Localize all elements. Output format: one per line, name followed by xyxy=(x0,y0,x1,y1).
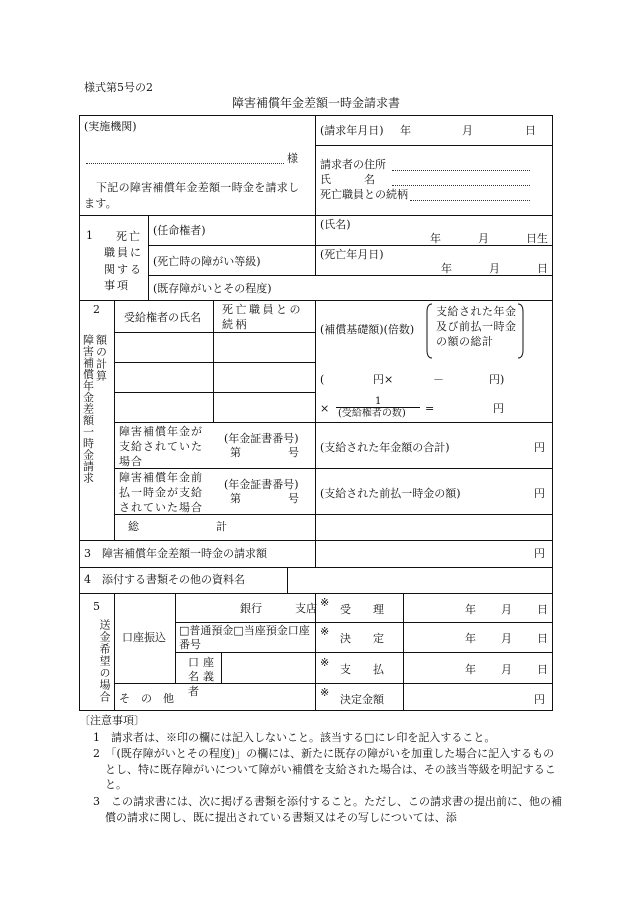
existing-disability-label: (既存障がいとその程度) xyxy=(153,282,272,295)
decided-amount-mark: ※ xyxy=(320,686,330,699)
request-date-year: 年 xyxy=(400,124,411,137)
deceased-name-label: (氏名) xyxy=(320,218,351,231)
sec2-label-divider xyxy=(114,300,115,540)
header-divider xyxy=(315,115,316,215)
relation-label: 死亡職員との続柄 xyxy=(320,188,408,201)
name-field[interactable] xyxy=(392,185,530,186)
sec2-main-label: 障害補償年金差額一時金請求 xyxy=(81,334,95,484)
advance-total-yen: 円 xyxy=(534,487,545,500)
advance-case-label: 障害補償年金前払一時金が支給されていた場合 xyxy=(119,471,203,514)
table-border-left xyxy=(79,115,80,711)
receive-label: 受 理 xyxy=(340,603,384,616)
calc-equals: = xyxy=(425,402,435,415)
appointer-label: (任命権者) xyxy=(153,224,206,237)
sama-label: 様 xyxy=(287,152,298,165)
calc-yen-close xyxy=(489,373,504,387)
pension-dai: 第 xyxy=(230,446,241,459)
account-holder-label: 口座名義者 xyxy=(188,656,218,698)
sec1-label-divider xyxy=(148,215,149,300)
pay-month: 月 xyxy=(501,663,512,676)
receive-year: 年 xyxy=(465,603,476,616)
birth-year: 年 xyxy=(430,232,441,245)
sec4-label: 4 添付する書類その他の資料名 xyxy=(84,573,245,586)
fraction-denominator: (受給権者の数) xyxy=(338,408,406,419)
sec5-label: 送金希望の場合 xyxy=(98,619,111,703)
disability-grade-label: (死亡時の障がい等級) xyxy=(153,255,261,268)
sec3-divider xyxy=(315,540,316,567)
pension-case-label: 障害補償年金が支給されていた場合 xyxy=(119,425,203,468)
calc-open-paren: ( xyxy=(320,373,325,386)
table-border-top xyxy=(79,115,553,116)
sec2-name-divider xyxy=(213,300,214,422)
calc-yen: 円 xyxy=(489,373,500,386)
sec1-bottom-line xyxy=(79,300,553,301)
request-text: 下記の障害補償年金差額一時金を請求します。 xyxy=(84,181,300,210)
advance-cert-no: (年金証書番号) xyxy=(224,478,299,491)
sec5-holder-divider xyxy=(221,652,222,683)
relation-header: 死亡職員との続柄 xyxy=(222,303,303,332)
name-label: 氏 名 xyxy=(320,173,375,186)
agency-underline[interactable] xyxy=(86,163,284,164)
request-date-day: 日 xyxy=(525,124,536,137)
address-label: 請求者の住所 xyxy=(320,158,386,171)
pay-mark: ※ xyxy=(320,656,330,669)
date-row-line xyxy=(315,145,552,146)
sec2-calc-label: 額の計算 xyxy=(94,334,108,382)
sec5-row1-line xyxy=(175,622,552,623)
pension-total-yen: 円 xyxy=(534,441,545,454)
decided-amount-label: 決定金額 xyxy=(340,693,384,706)
form-number: 様式第5号の2 xyxy=(84,81,153,94)
advance-go: 号 xyxy=(288,492,299,505)
calc-minus: － xyxy=(433,373,444,386)
bank-transfer-label: 口座振込 xyxy=(122,631,166,644)
receive-mark: ※ xyxy=(320,596,330,609)
birth-month: 月 xyxy=(478,232,489,245)
table-border-bottom xyxy=(79,710,553,711)
sec2-claimants-bottom xyxy=(114,422,552,423)
decide-label: 決 定 xyxy=(340,632,384,645)
header-bottom-line xyxy=(79,215,553,216)
calc-result-yen: 円 xyxy=(493,402,504,415)
sec4-divider xyxy=(287,567,288,593)
calc-times: × xyxy=(320,402,330,415)
pension-total-label: (支給された年金額の合計) xyxy=(320,441,450,454)
decided-amount-yen: 円 xyxy=(534,693,545,706)
death-date-label: (死亡年月日) xyxy=(320,248,384,261)
form-title: 障害補償年金差額一時金請求書 xyxy=(232,96,401,110)
request-date-label: (請求年月日) xyxy=(320,124,384,137)
sec4-bottom-line xyxy=(79,593,553,594)
sec3-bottom-line xyxy=(79,567,553,568)
other-label: そ の 他 xyxy=(119,692,174,705)
table-border-right xyxy=(552,115,553,711)
decide-year: 年 xyxy=(465,632,476,645)
receive-day: 日 xyxy=(537,603,548,616)
address-field[interactable] xyxy=(392,170,530,171)
sec3-label: 3 障害補償年金差額一時金の請求額 xyxy=(84,547,267,560)
decide-month: 月 xyxy=(501,632,512,645)
birth-day: 日生 xyxy=(526,232,548,245)
pay-day: 日 xyxy=(537,663,548,676)
sec1-label: 死亡職員に関する事項 xyxy=(104,230,143,292)
sec2-rel-divider xyxy=(315,300,316,540)
death-month: 月 xyxy=(489,262,500,275)
sec5-label-divider xyxy=(114,593,115,710)
sec1-number: 1 xyxy=(86,229,93,242)
account-type-label[interactable]: □普通預金□当座預金口座番号 xyxy=(179,624,310,652)
sec2-row2-line xyxy=(114,392,315,393)
note-item-2: 2 「(既存障がいとその程度)」の欄には、新たに既存の障がいを加重した場合に記入するものとし、特に既存障がいについて障がい補償を支給された場合は、その該当等級を明記すること。 xyxy=(93,747,556,792)
sec5-number: 5 xyxy=(93,600,100,613)
sec5-row3-line xyxy=(114,683,552,684)
pay-year: 年 xyxy=(465,663,476,676)
death-day: 日 xyxy=(537,262,548,275)
base-formula: (補償基礎額)(倍数) xyxy=(320,323,415,336)
pension-go: 号 xyxy=(288,446,299,459)
calc-close-paren: ) xyxy=(500,373,505,386)
calc-yen-times: 円× xyxy=(373,373,394,386)
decide-mark: ※ xyxy=(320,625,330,638)
sec2-number: 2 xyxy=(93,303,100,316)
sec5-bank-divider xyxy=(175,593,176,683)
note-item-3: 3 この請求書には、次に掲げる書類を添付すること。ただし、この請求書の提出前に、他の補償の請求に関し、既に提出されている書類又はその写しについては、添 xyxy=(93,795,562,824)
sec1-row1-line xyxy=(148,245,552,246)
sec2-row1-line xyxy=(114,362,315,363)
death-year: 年 xyxy=(441,262,452,275)
advance-dai: 第 xyxy=(230,492,241,505)
sec2-bottom-line xyxy=(79,540,553,541)
agency-label: (実施機関) xyxy=(84,120,137,133)
bracket-text: 支給された年金及び前払一時金の額の総計 xyxy=(436,305,517,349)
fraction-one: 1 xyxy=(375,396,382,407)
relation-field[interactable] xyxy=(410,200,530,201)
receive-month: 月 xyxy=(501,603,512,616)
advance-total-label: (支給された前払一時金の額) xyxy=(320,487,461,500)
pay-label: 支 払 xyxy=(340,663,384,676)
decide-day: 日 xyxy=(537,632,548,645)
claimant-name-header: 受給権者の氏名 xyxy=(124,311,201,324)
notes-header: 〔注意事項〕 xyxy=(79,714,145,727)
grand-total-label: 総 計 xyxy=(128,520,227,533)
bank-branch-label: 銀行 支店 xyxy=(240,602,317,615)
pension-cert-no: (年金証書番号) xyxy=(224,432,299,445)
request-date-month: 月 xyxy=(462,124,473,137)
sec3-yen: 円 xyxy=(534,547,545,560)
note-item-1: 1 請求者は、※印の欄には記入しないこと。該当する□にレ印を記入すること。 xyxy=(93,731,496,744)
